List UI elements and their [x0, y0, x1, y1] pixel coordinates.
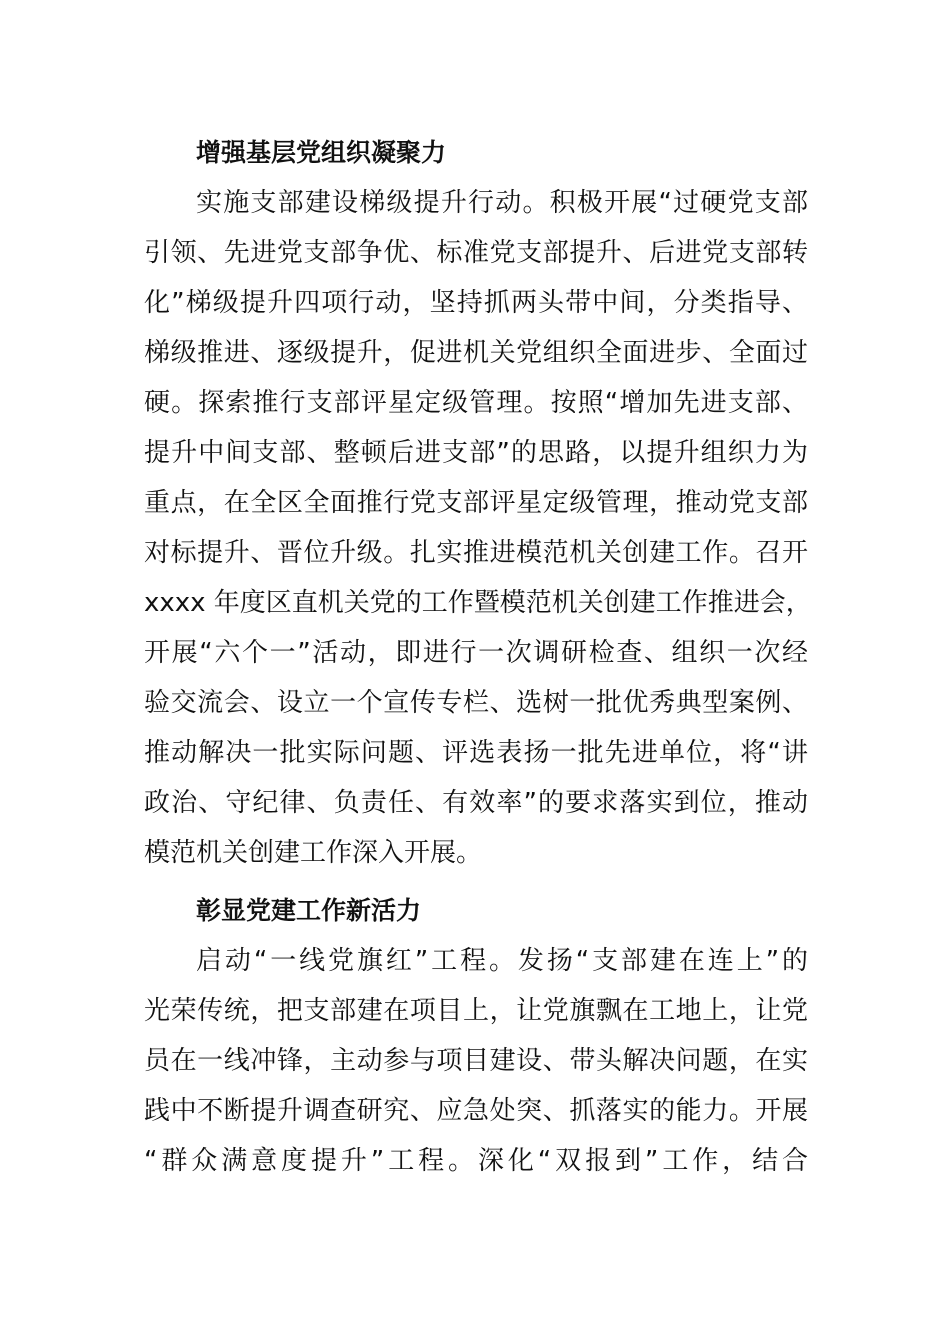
paragraph	[144, 178, 812, 878]
text-line: 实施支部建设梯级提升行动。积极开展“过硬党支部	[196, 188, 808, 218]
text-line: 对标提升、晋位升级。扎实推进模范机关创建工作。召开	[144, 538, 808, 568]
section-spacer	[144, 878, 808, 886]
section-heading: 彰显党建工作新活力	[196, 896, 422, 925]
paragraph	[144, 936, 808, 1186]
text-line: 政治、守纪律、负责任、有效率”的要求落实到位，推动	[144, 788, 808, 818]
text-line: 推动解决一批实际问题、评选表扬一批先进单位，将“讲	[144, 738, 808, 768]
text-line: xxxx 年度区直机关党的工作暨模范机关创建工作推进会，	[144, 588, 812, 618]
section-heading: 增强基层党组织凝聚力	[196, 138, 447, 167]
text-line: 重点，在全区全面推行党支部评星定级管理，推动党支部	[144, 488, 808, 518]
text-line: 硬。探索推行支部评星定级管理。按照“增加先进支部、	[144, 388, 808, 418]
text-line: 提升中间支部、整顿后进支部”的思路，以提升组织力为	[144, 438, 808, 468]
text-line: 化”梯级提升四项行动，坚持抓两头带中间，分类指导、	[144, 288, 808, 318]
text-line: 员在一线冲锋，主动参与项目建设、带头解决问题，在实	[144, 1046, 808, 1076]
text-line: 验交流会、设立一个宣传专栏、选树一批优秀典型案例、	[144, 688, 808, 718]
text-line: 光荣传统，把支部建在项目上，让党旗飘在工地上，让党	[144, 996, 808, 1026]
document-page	[144, 128, 812, 1186]
text-line: 启动“一线党旗红”工程。发扬“支部建在连上”的	[196, 946, 808, 976]
text-line: 引领、先进党支部争优、标准党支部提升、后进党支部转	[144, 238, 808, 268]
text-line: 践中不断提升调查研究、应急处突、抓落实的能力。开展	[144, 1096, 808, 1126]
text-line: 模范机关创建工作深入开展。	[144, 838, 483, 868]
text-line: 开展“六个一”活动，即进行一次调研检查、组织一次经	[144, 638, 808, 668]
text-line: “群众满意度提升”工程。深化“双报到”工作，结合	[144, 1146, 808, 1176]
text-line: 梯级推进、逐级提升，促进机关党组织全面进步、全面过	[144, 338, 808, 368]
